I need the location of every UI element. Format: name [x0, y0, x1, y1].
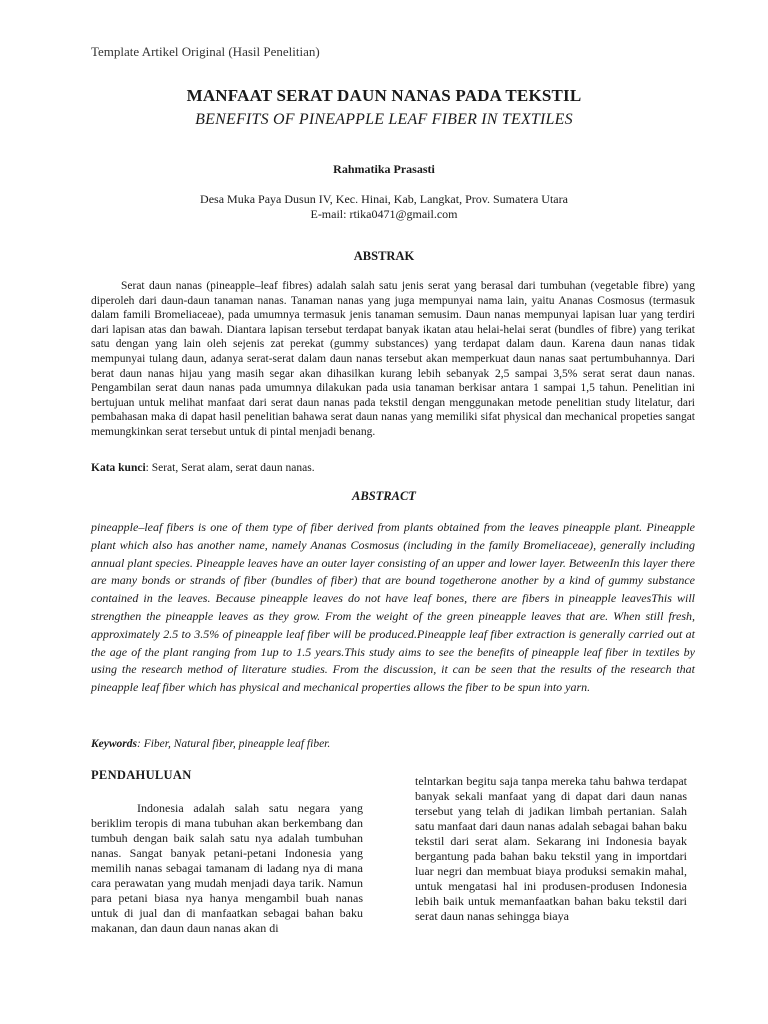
pendahuluan-left-paragraph	[91, 801, 363, 936]
affiliation-address: Desa Muka Paya Dusun IV, Kec. Hinai, Kab, Langkat, Prov. Sumatera Utara	[200, 192, 568, 206]
kata-kunci-values: : Serat, Serat alam, serat daun nanas.	[145, 462, 315, 474]
author-affiliation-block	[0, 192, 768, 222]
left-column	[91, 768, 363, 936]
pendahuluan-left-text: Indonesia adalah salah satu negara yang beriklim teropis di mana tubuhan akan berkembang dan tumbuh dengan baik salah satu nya adalah tumbuhan nanas. Sangat banyak petani-petani Indonesia yang memilih nanas sebagai tamanam di ladang nya di mana cara perawatan yang mudah menjadi daya tarik. Namun para petani biasa nya hanya mengambil buah nanas untuk di jual dan di manfaatkan sebagai bahan baku makanan, dan daun daun nanas akan di	[91, 801, 363, 935]
paper-title: MANFAAT SERAT DAUN NANAS PADA TEKSTIL	[186, 86, 582, 105]
author-name: Rahmatika Prasasti	[333, 162, 435, 176]
author-email: E-mail: rtika0471@gmail.com	[310, 207, 458, 221]
keywords-values: : Fiber, Natural fiber, pineapple leaf fiber.	[137, 738, 331, 750]
template-header-note: Template Artikel Original (Hasil Penelitian)	[91, 44, 320, 59]
paper-subtitle: BENEFITS OF PINEAPPLE LEAF FIBER IN TEXTILES	[195, 111, 573, 128]
abstract-paragraph: pineapple–leaf fibers is one of them type of fiber derived from plants obtained from the leaves pineapple plant. Pineapple plant which also has another name, namely Ananas Cosmosus (including in the family Bromeliaceae), generally including annual plant species. Pineapple leaves have an outer layer consisting of an upper and lower layer. BetweenIn this layer there are many bonds or strands of fiber (bundles of fiber) that are bound togetherone another by a kind of gummy substance contained in the leaves. Because pineapple leaves do not have leaf bones, there are fibers in pineapple leavesThis will strengthen the pineapple leaves as they grow. From the weight of the green pineapple leaves that are. When still fresh, approximately 2.5 to 3.5% of pineapple leaf fiber will be produced.Pineapple leaf fiber extraction is generally carried out at the age of the plant ranging from 1up to 1.5 years.This study aims to see the benefits of pineapple leaf fiber in textiles by using the research method of literature studies. From the discussion, it can be seen that the results of the research that pineapple leaf fiber which has physical and mechanical properties allows the fiber to be spun into yarn.	[91, 520, 695, 695]
keywords-label: Keywords	[91, 738, 137, 750]
kata-kunci-label: Kata kunci	[91, 462, 146, 474]
kata-kunci-line	[91, 461, 695, 476]
abstrak-paragraph	[91, 279, 695, 440]
pendahuluan-heading: PENDAHULUAN	[91, 768, 192, 782]
keywords-line	[91, 737, 695, 752]
pendahuluan-right-paragraph: telntarkan begitu saja tanpa mereka tahu bahwa terdapat banyak sekali manfaat yang di dapat dari daun nanas tersebut yang telah di jadikan limbah pertanian. Salah satu manfaat dari daun nanas adalah sebagai bahan baku tekstil dari serat alam. Sekarang ini Indonesia bayak bergantung pada bahan baku tekstil yang in importdari luar negri dan membuat biaya produksi semakin mahal, untuk mengatasi hal ini produsen-produsen Indonesia lebih baik untuk memanfaatkan bahan baku tekstil dari serat daun nanas sehingga biaya	[415, 774, 687, 923]
right-column	[415, 774, 687, 924]
abstrak-heading: ABSTRAK	[353, 249, 415, 263]
abstrak-text: Serat daun nanas (pineapple–leaf fibres) adalah salah satu jenis serat yang berasal dari tumbuhan (vegetable fibre) yang diperoleh dari daun-daun tanaman nanas. Tanaman nanas yang juga mempunyai nama lain, yaitu Ananas Cosmosus (termasuk dalam famili Bromeliaceae), pada umumnya termasuk jenis tanaman semusim. Daun nanas mempunyai lapisan luar yang terdiri dari lapisan atas dan bawah. Diantara lapisan tersebut terdapat banyak ikatan atau helai-helai serat (bundles of fibre) yang terikat satu dengan yang lain oleh sejenis zat perekat (gummy substances) yang terdapat dalam daun. Karena daun nanas tidak mempunyai tulang daun, adanya serat-serat dalam daun nanas tersebut akan memperkuat daun nanas saat pertumbuhannya. Dari berat daun nanas hijau yang masih segar akan dihasilkan kurang lebih sebanyak 2,5 sampai 3,5% serat serat daun nanas. Pengambilan serat daun nanas pada umumnya dilakukan pada usia tanaman berkisar antara 1 sampai 1,5 tahun. Penelitian ini bertujuan untuk melihat manfaat dari serat daun nanas pada tekstil dengan menggunakan metode penelitian study litelatur, dari pembahasan maka di dapat hasil penelitian bahawa serat daun nanas yang memiliki sifat physical dan mechanical propeties sangat memungkinkan serat tersebut untuk di pintal menjadi benang.	[91, 280, 695, 438]
abstract-heading: ABSTRACT	[352, 489, 416, 503]
